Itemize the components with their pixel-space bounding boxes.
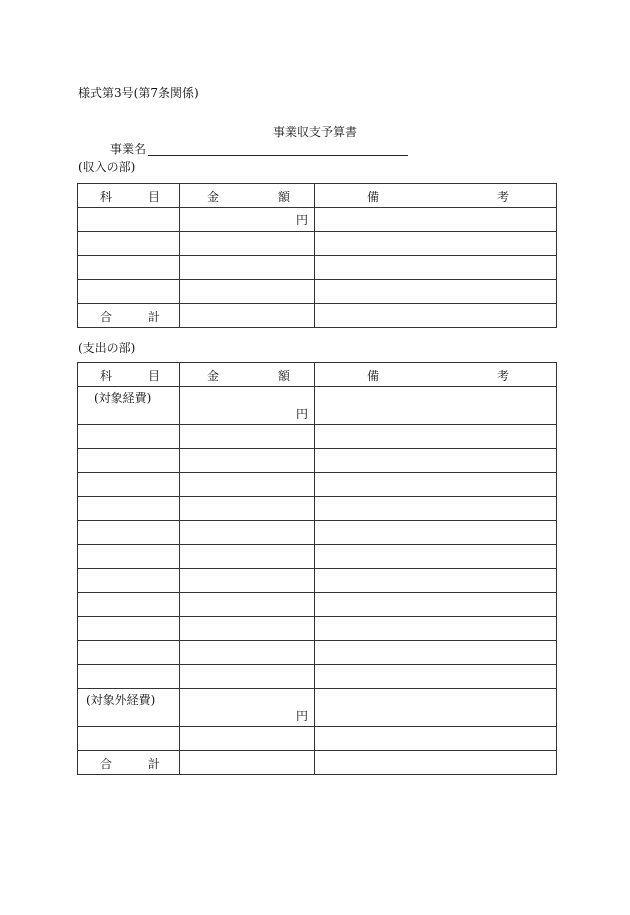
- amount-cell[interactable]: [180, 665, 315, 689]
- amount-cell[interactable]: [180, 727, 315, 751]
- remarks-cell[interactable]: [315, 521, 557, 545]
- item-cell[interactable]: [78, 569, 180, 593]
- remarks-cell[interactable]: [315, 569, 557, 593]
- amount-cell[interactable]: [180, 521, 315, 545]
- item-cell[interactable]: [78, 280, 180, 304]
- item-cell[interactable]: [78, 256, 180, 280]
- total-remarks-cell[interactable]: [315, 751, 557, 775]
- table-row: [78, 641, 557, 665]
- expense-total-row: [78, 751, 557, 775]
- item-cell[interactable]: [78, 208, 180, 232]
- remarks-cell[interactable]: [315, 727, 557, 751]
- item-cell[interactable]: [78, 665, 180, 689]
- amount-cell[interactable]: [180, 387, 315, 425]
- table-row: [78, 449, 557, 473]
- amount-header: 金 額: [207, 190, 291, 204]
- remarks-cell[interactable]: [315, 256, 557, 280]
- table-row: [78, 727, 557, 751]
- item-cell[interactable]: [78, 425, 180, 449]
- remarks-cell[interactable]: [315, 497, 557, 521]
- total-label: 合 計: [100, 757, 161, 771]
- income-table: [77, 183, 557, 328]
- item-cell[interactable]: [78, 449, 180, 473]
- table-row: [78, 665, 557, 689]
- remarks-cell[interactable]: [315, 473, 557, 497]
- remarks-header: 備 考: [367, 190, 510, 204]
- item-cell[interactable]: [78, 593, 180, 617]
- item-header: 科 目: [100, 369, 161, 383]
- amount-cell[interactable]: [180, 473, 315, 497]
- table-row: [78, 473, 557, 497]
- form-number: 様式第3号(第7条関係): [78, 86, 199, 100]
- remarks-cell[interactable]: [315, 449, 557, 473]
- table-row: [78, 593, 557, 617]
- amount-cell[interactable]: [180, 497, 315, 521]
- amount-cell[interactable]: [180, 569, 315, 593]
- total-amount-cell[interactable]: [180, 304, 315, 328]
- yen-unit: 円: [295, 213, 308, 227]
- yen-unit: 円: [295, 407, 308, 421]
- table-row: [78, 256, 557, 280]
- remarks-cell[interactable]: [315, 232, 557, 256]
- amount-cell[interactable]: [180, 425, 315, 449]
- remarks-cell[interactable]: [315, 425, 557, 449]
- amount-cell[interactable]: [180, 593, 315, 617]
- total-remarks-cell[interactable]: [315, 304, 557, 328]
- remarks-cell[interactable]: [315, 280, 557, 304]
- expense-table: [77, 362, 557, 775]
- amount-cell[interactable]: [180, 545, 315, 569]
- item-cell[interactable]: [78, 521, 180, 545]
- table-row: [78, 569, 557, 593]
- remarks-header: 備 考: [367, 369, 510, 383]
- non-covered-expense-row: [78, 689, 557, 727]
- amount-cell[interactable]: [180, 256, 315, 280]
- income-section-label: (収入の部): [78, 160, 136, 174]
- remarks-cell[interactable]: [315, 593, 557, 617]
- remarks-cell[interactable]: [315, 545, 557, 569]
- remarks-cell[interactable]: [315, 641, 557, 665]
- table-row: [78, 497, 557, 521]
- amount-cell[interactable]: [180, 641, 315, 665]
- amount-cell[interactable]: [180, 689, 315, 727]
- item-cell[interactable]: [78, 617, 180, 641]
- remarks-cell[interactable]: [315, 665, 557, 689]
- table-row: [78, 232, 557, 256]
- remarks-cell[interactable]: [315, 208, 557, 232]
- total-label: 合 計: [100, 310, 161, 324]
- table-row: [78, 208, 557, 232]
- item-cell[interactable]: [78, 497, 180, 521]
- amount-cell[interactable]: [180, 449, 315, 473]
- total-amount-cell[interactable]: [180, 751, 315, 775]
- item-cell[interactable]: [78, 473, 180, 497]
- non-covered-expense-label: (対象外経費): [78, 689, 180, 727]
- expense-header-row: [78, 363, 557, 387]
- amount-cell[interactable]: [180, 617, 315, 641]
- project-name-label: 事業名: [110, 142, 147, 156]
- income-header-row: [78, 184, 557, 208]
- yen-unit: 円: [295, 709, 308, 723]
- table-row: [78, 280, 557, 304]
- table-row: [78, 425, 557, 449]
- remarks-cell[interactable]: [315, 387, 557, 425]
- item-header: 科 目: [100, 190, 161, 204]
- remarks-cell[interactable]: [315, 617, 557, 641]
- amount-cell[interactable]: [180, 208, 315, 232]
- item-cell[interactable]: [78, 641, 180, 665]
- amount-header: 金 額: [207, 369, 291, 383]
- amount-cell[interactable]: [180, 232, 315, 256]
- remarks-cell[interactable]: [315, 689, 557, 727]
- table-row: [78, 617, 557, 641]
- project-name-line: [148, 155, 408, 156]
- item-cell[interactable]: [78, 545, 180, 569]
- document-title: 事業収支予算書: [272, 125, 357, 139]
- table-row: [78, 545, 557, 569]
- item-cell[interactable]: [78, 232, 180, 256]
- expense-section-label: (支出の部): [78, 341, 136, 355]
- table-row: [78, 521, 557, 545]
- covered-expense-label: (対象経費): [78, 387, 180, 425]
- income-total-row: [78, 304, 557, 328]
- amount-cell[interactable]: [180, 280, 315, 304]
- covered-expense-row: [78, 387, 557, 425]
- item-cell[interactable]: [78, 727, 180, 751]
